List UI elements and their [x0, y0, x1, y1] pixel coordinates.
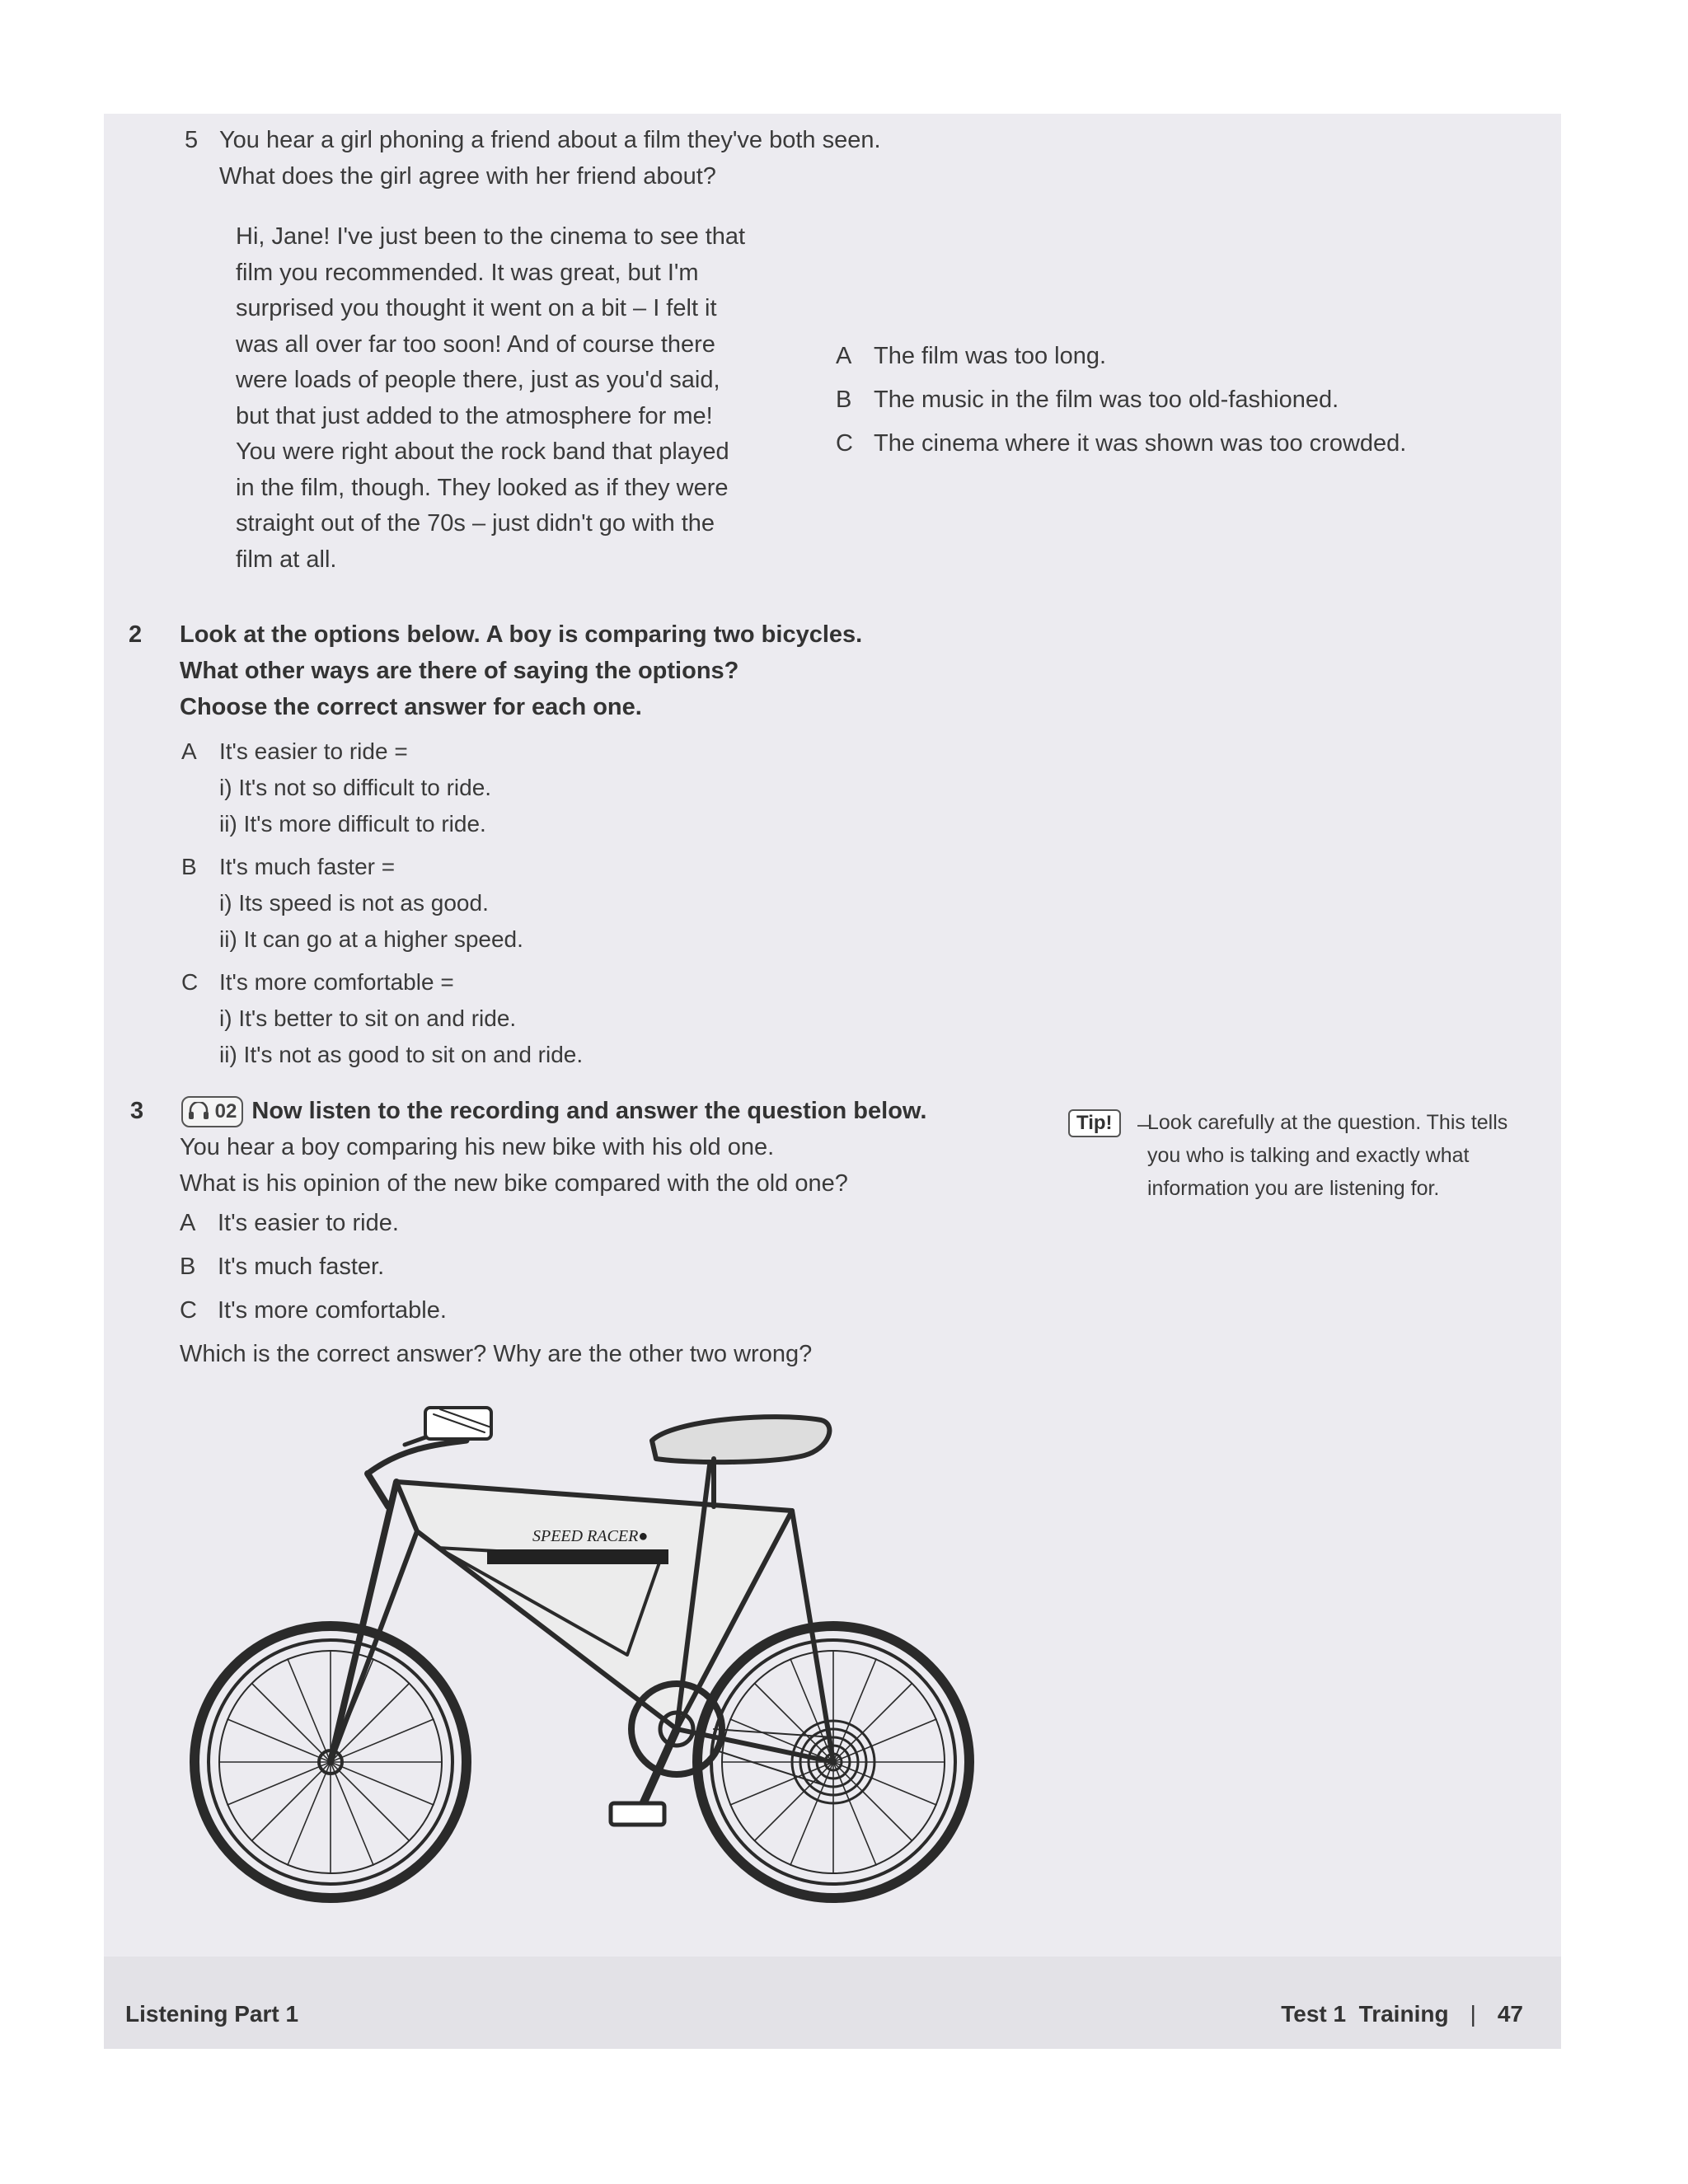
sub-option[interactable]: i) It's not so difficult to ride.: [219, 775, 492, 800]
sub-option[interactable]: i) Its speed is not as good.: [219, 890, 489, 916]
sub-option[interactable]: ii) It's more difficult to ride.: [219, 811, 486, 837]
option-letter: A: [181, 738, 197, 764]
question-2-options: [181, 733, 583, 1080]
option-letter: A: [836, 343, 852, 369]
option-group: [181, 733, 583, 842]
passage-line: were loads of people there, just as you'd said,: [236, 367, 720, 393]
question-line: You hear a girl phoning a friend about a film they've both seen.: [219, 127, 881, 153]
option-text: The music in the film was too old-fashioned.: [874, 387, 1339, 413]
question-line: You hear a boy comparing his new bike with his old one.: [180, 1134, 775, 1160]
question-5: [185, 122, 881, 194]
sub-option[interactable]: ii) It's not as good to sit on and ride.: [219, 1042, 584, 1067]
sub-option[interactable]: i) It's better to sit on and ride.: [219, 1005, 517, 1031]
option-text: It's more comfortable.: [218, 1297, 447, 1324]
answer-option[interactable]: [836, 422, 1406, 466]
option-text: It's easier to ride =: [219, 738, 408, 764]
bicycle-illustration: [178, 1383, 1052, 1960]
footer-page-info: [1281, 2001, 1523, 2027]
answer-option[interactable]: [180, 1202, 926, 1245]
passage-line: Hi, Jane! I've just been to the cinema to see that: [236, 223, 746, 250]
bike-frame: [331, 1432, 833, 1762]
question-number: 2: [129, 621, 143, 648]
option-letter: A: [180, 1210, 196, 1236]
sub-option[interactable]: ii) It can go at a higher speed.: [219, 926, 523, 952]
passage-line: but that just added to the atmosphere for me!: [236, 402, 713, 429]
question-line: Look at the options below. A boy is comparing two bicycles.: [180, 621, 863, 648]
passage-line: You were right about the rock band that played: [236, 438, 729, 465]
option-text: It's much faster.: [218, 1254, 385, 1280]
handlebar: [331, 1408, 491, 1762]
option-text: It's easier to ride.: [218, 1210, 399, 1236]
option-letter: C: [836, 430, 853, 457]
option-text: It's much faster =: [219, 854, 396, 879]
option-letter: B: [836, 387, 852, 413]
question-5-options: [836, 335, 1406, 466]
passage-line: in the film, though. They looked as if they were: [236, 474, 729, 501]
audio-track-icon[interactable]: [181, 1096, 243, 1127]
option-letter: B: [181, 854, 197, 879]
option-group: [181, 964, 583, 1073]
passage-line: film you recommended. It was great, but I'm: [236, 259, 699, 286]
workbook-page: [104, 114, 1561, 2049]
tip-text: Look carefully at the question. This tells you who is talking and exactly what information you are listening for.: [1147, 1111, 1508, 1200]
passage-line: film at all.: [236, 546, 337, 573]
passage-line: surprised you thought it went on a bit – I felt it: [236, 295, 717, 321]
question-line: What other ways are there of saying the options?: [180, 658, 739, 684]
question-2: [129, 616, 862, 725]
seat: [652, 1417, 829, 1507]
tip-badge: Tip!: [1068, 1109, 1121, 1137]
option-text: The cinema where it was shown was too crowded.: [874, 430, 1407, 457]
footer-separator: |: [1470, 2001, 1476, 2027]
option-letter: C: [181, 969, 199, 995]
option-letter: C: [180, 1297, 197, 1324]
question-line: Choose the correct answer for each one.: [180, 694, 642, 720]
answer-option[interactable]: [180, 1289, 926, 1333]
headphones-icon: [188, 1102, 209, 1120]
track-number: 02: [214, 1100, 237, 1123]
option-group: [181, 849, 583, 958]
passage-line: was all over far too soon! And of course there: [236, 330, 715, 358]
option-text: It's more comfortable =: [219, 969, 454, 995]
question-3: [130, 1093, 926, 1372]
followup-question: Which is the correct answer? Why are the other two wrong?: [180, 1341, 813, 1367]
page-number: 47: [1497, 2001, 1523, 2027]
frame-decal: SPEED RACER●: [532, 1527, 649, 1545]
question-instruction: Now listen to the recording and answer the question below.: [251, 1098, 927, 1124]
footer-part: Training: [1358, 2001, 1449, 2027]
footer-section: Listening Part 1: [125, 2001, 299, 2027]
answer-option[interactable]: [180, 1245, 926, 1289]
question-line: What is his opinion of the new bike compared with the old one?: [180, 1170, 848, 1197]
answer-option[interactable]: [836, 335, 1406, 378]
option-text: The film was too long.: [874, 343, 1107, 369]
passage-line: straight out of the 70s – just didn't go with the: [236, 510, 715, 537]
question-number: 5: [185, 127, 199, 153]
question-line: What does the girl agree with her friend about?: [219, 163, 716, 190]
question-number: 3: [130, 1098, 144, 1124]
answer-option[interactable]: [836, 378, 1406, 422]
footer-test: Test 1: [1281, 2001, 1347, 2027]
transcript-passage: [236, 219, 804, 578]
option-letter: B: [180, 1254, 196, 1280]
